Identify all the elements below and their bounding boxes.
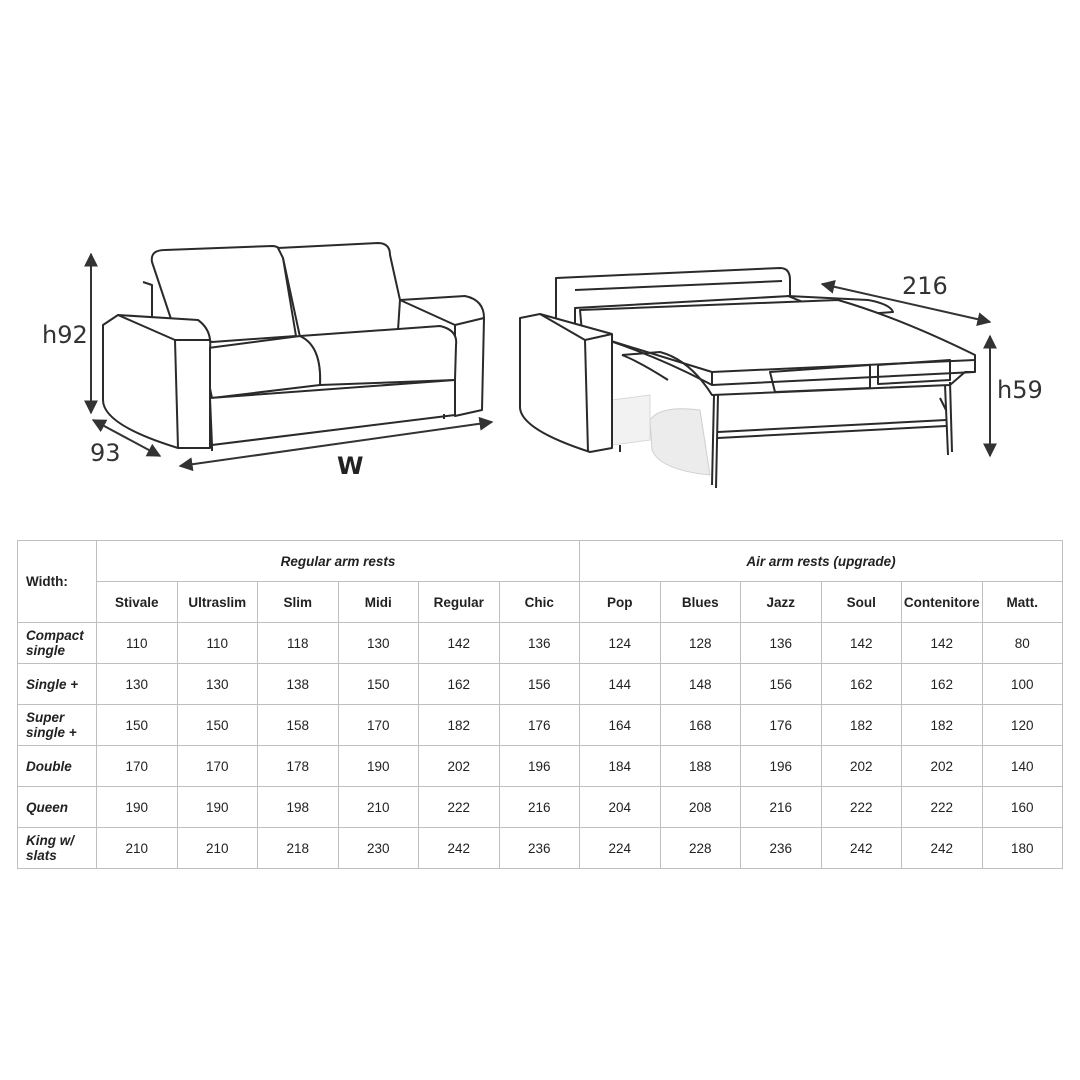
table-row bbox=[18, 623, 1063, 664]
table-row bbox=[18, 705, 1063, 746]
table-cell: 168 bbox=[660, 705, 741, 746]
table-cell: 202 bbox=[821, 746, 902, 787]
table-cell: 142 bbox=[902, 623, 983, 664]
table-cell: 160 bbox=[982, 787, 1063, 828]
row-label: Double bbox=[18, 746, 97, 787]
column-header: Chic bbox=[499, 582, 580, 623]
table-cell: 162 bbox=[821, 664, 902, 705]
table-cell: 190 bbox=[338, 746, 419, 787]
table-cell: 222 bbox=[419, 787, 500, 828]
table-cell: 236 bbox=[741, 828, 822, 869]
column-header-row bbox=[18, 582, 1063, 623]
table-cell: 100 bbox=[982, 664, 1063, 705]
table-cell: 210 bbox=[177, 828, 258, 869]
table-cell: 208 bbox=[660, 787, 741, 828]
table-cell: 162 bbox=[419, 664, 500, 705]
table-cell: 130 bbox=[177, 664, 258, 705]
table-cell: 130 bbox=[97, 664, 178, 705]
table-cell: 210 bbox=[97, 828, 178, 869]
table-cell: 130 bbox=[338, 623, 419, 664]
table-cell: 180 bbox=[982, 828, 1063, 869]
column-header: Ultraslim bbox=[177, 582, 258, 623]
table-cell: 144 bbox=[580, 664, 661, 705]
group-header-row bbox=[18, 541, 1063, 582]
table-cell: 162 bbox=[902, 664, 983, 705]
table-row bbox=[18, 828, 1063, 869]
width-size-table bbox=[17, 540, 1063, 869]
table-cell: 222 bbox=[821, 787, 902, 828]
group-header-air-arm-rests: Air arm rests (upgrade) bbox=[580, 541, 1063, 582]
table-cell: 148 bbox=[660, 664, 741, 705]
table-row bbox=[18, 746, 1063, 787]
closed-sofa-drawing bbox=[103, 243, 484, 451]
table-cell: 216 bbox=[741, 787, 822, 828]
table-cell: 164 bbox=[580, 705, 661, 746]
table-cell: 120 bbox=[982, 705, 1063, 746]
column-header: Stivale bbox=[97, 582, 178, 623]
table-cell: 140 bbox=[982, 746, 1063, 787]
table-cell: 182 bbox=[419, 705, 500, 746]
table-cell: 242 bbox=[821, 828, 902, 869]
table-row bbox=[18, 664, 1063, 705]
table-cell: 170 bbox=[338, 705, 419, 746]
table-cell: 80 bbox=[982, 623, 1063, 664]
table-cell: 158 bbox=[258, 705, 339, 746]
table-cell: 218 bbox=[258, 828, 339, 869]
table-cell: 196 bbox=[741, 746, 822, 787]
column-header: Contenitore bbox=[902, 582, 983, 623]
open-sofa-bed-drawing bbox=[520, 268, 975, 488]
column-header: Regular bbox=[419, 582, 500, 623]
column-header: Blues bbox=[660, 582, 741, 623]
column-header: Midi bbox=[338, 582, 419, 623]
table-cell: 196 bbox=[499, 746, 580, 787]
table-cell: 236 bbox=[499, 828, 580, 869]
table-cell: 150 bbox=[177, 705, 258, 746]
table-cell: 216 bbox=[499, 787, 580, 828]
table-cell: 118 bbox=[258, 623, 339, 664]
table-cell: 178 bbox=[258, 746, 339, 787]
table-cell: 198 bbox=[258, 787, 339, 828]
table-cell: 242 bbox=[419, 828, 500, 869]
table-cell: 138 bbox=[258, 664, 339, 705]
table-cell: 170 bbox=[97, 746, 178, 787]
row-label: Single + bbox=[18, 664, 97, 705]
table-cell: 210 bbox=[338, 787, 419, 828]
group-header-regular-arm-rests: Regular arm rests bbox=[97, 541, 580, 582]
depth-dimension-label: 93 bbox=[90, 439, 121, 467]
table-cell: 156 bbox=[499, 664, 580, 705]
table-cell: 224 bbox=[580, 828, 661, 869]
row-label: Queen bbox=[18, 787, 97, 828]
bed-height-dimension-label: h59 bbox=[997, 376, 1043, 404]
row-label: Super single + bbox=[18, 705, 97, 746]
table-row bbox=[18, 787, 1063, 828]
table-cell: 124 bbox=[580, 623, 661, 664]
table-cell: 190 bbox=[177, 787, 258, 828]
table-cell: 204 bbox=[580, 787, 661, 828]
table-cell: 150 bbox=[97, 705, 178, 746]
table-cell: 182 bbox=[821, 705, 902, 746]
row-label: Compact single bbox=[18, 623, 97, 664]
height-dimension-label: h92 bbox=[42, 321, 88, 349]
table-cell: 202 bbox=[902, 746, 983, 787]
table-cell: 110 bbox=[97, 623, 178, 664]
table-cell: 222 bbox=[902, 787, 983, 828]
column-header: Slim bbox=[258, 582, 339, 623]
table-cell: 128 bbox=[660, 623, 741, 664]
table-cell: 182 bbox=[902, 705, 983, 746]
table-cell: 176 bbox=[499, 705, 580, 746]
table-cell: 184 bbox=[580, 746, 661, 787]
column-header: Matt. bbox=[982, 582, 1063, 623]
table-cell: 156 bbox=[741, 664, 822, 705]
table-cell: 142 bbox=[419, 623, 500, 664]
column-header: Soul bbox=[821, 582, 902, 623]
table-cell: 202 bbox=[419, 746, 500, 787]
row-label: King w/ slats bbox=[18, 828, 97, 869]
column-header: Jazz bbox=[741, 582, 822, 623]
table-cell: 242 bbox=[902, 828, 983, 869]
table-cell: 190 bbox=[97, 787, 178, 828]
table-cell: 136 bbox=[741, 623, 822, 664]
table-cell: 228 bbox=[660, 828, 741, 869]
table-cell: 170 bbox=[177, 746, 258, 787]
column-header: Pop bbox=[580, 582, 661, 623]
bed-length-dimension-label: 216 bbox=[902, 272, 948, 300]
table-cell: 188 bbox=[660, 746, 741, 787]
table-cell: 176 bbox=[741, 705, 822, 746]
table-cell: 150 bbox=[338, 664, 419, 705]
width-dimension-label: W bbox=[337, 452, 364, 480]
table-cell: 136 bbox=[499, 623, 580, 664]
table-cell: 230 bbox=[338, 828, 419, 869]
table-cell: 110 bbox=[177, 623, 258, 664]
width-corner-label: Width: bbox=[18, 541, 97, 623]
sofa-diagram bbox=[0, 0, 1080, 520]
table-cell: 142 bbox=[821, 623, 902, 664]
